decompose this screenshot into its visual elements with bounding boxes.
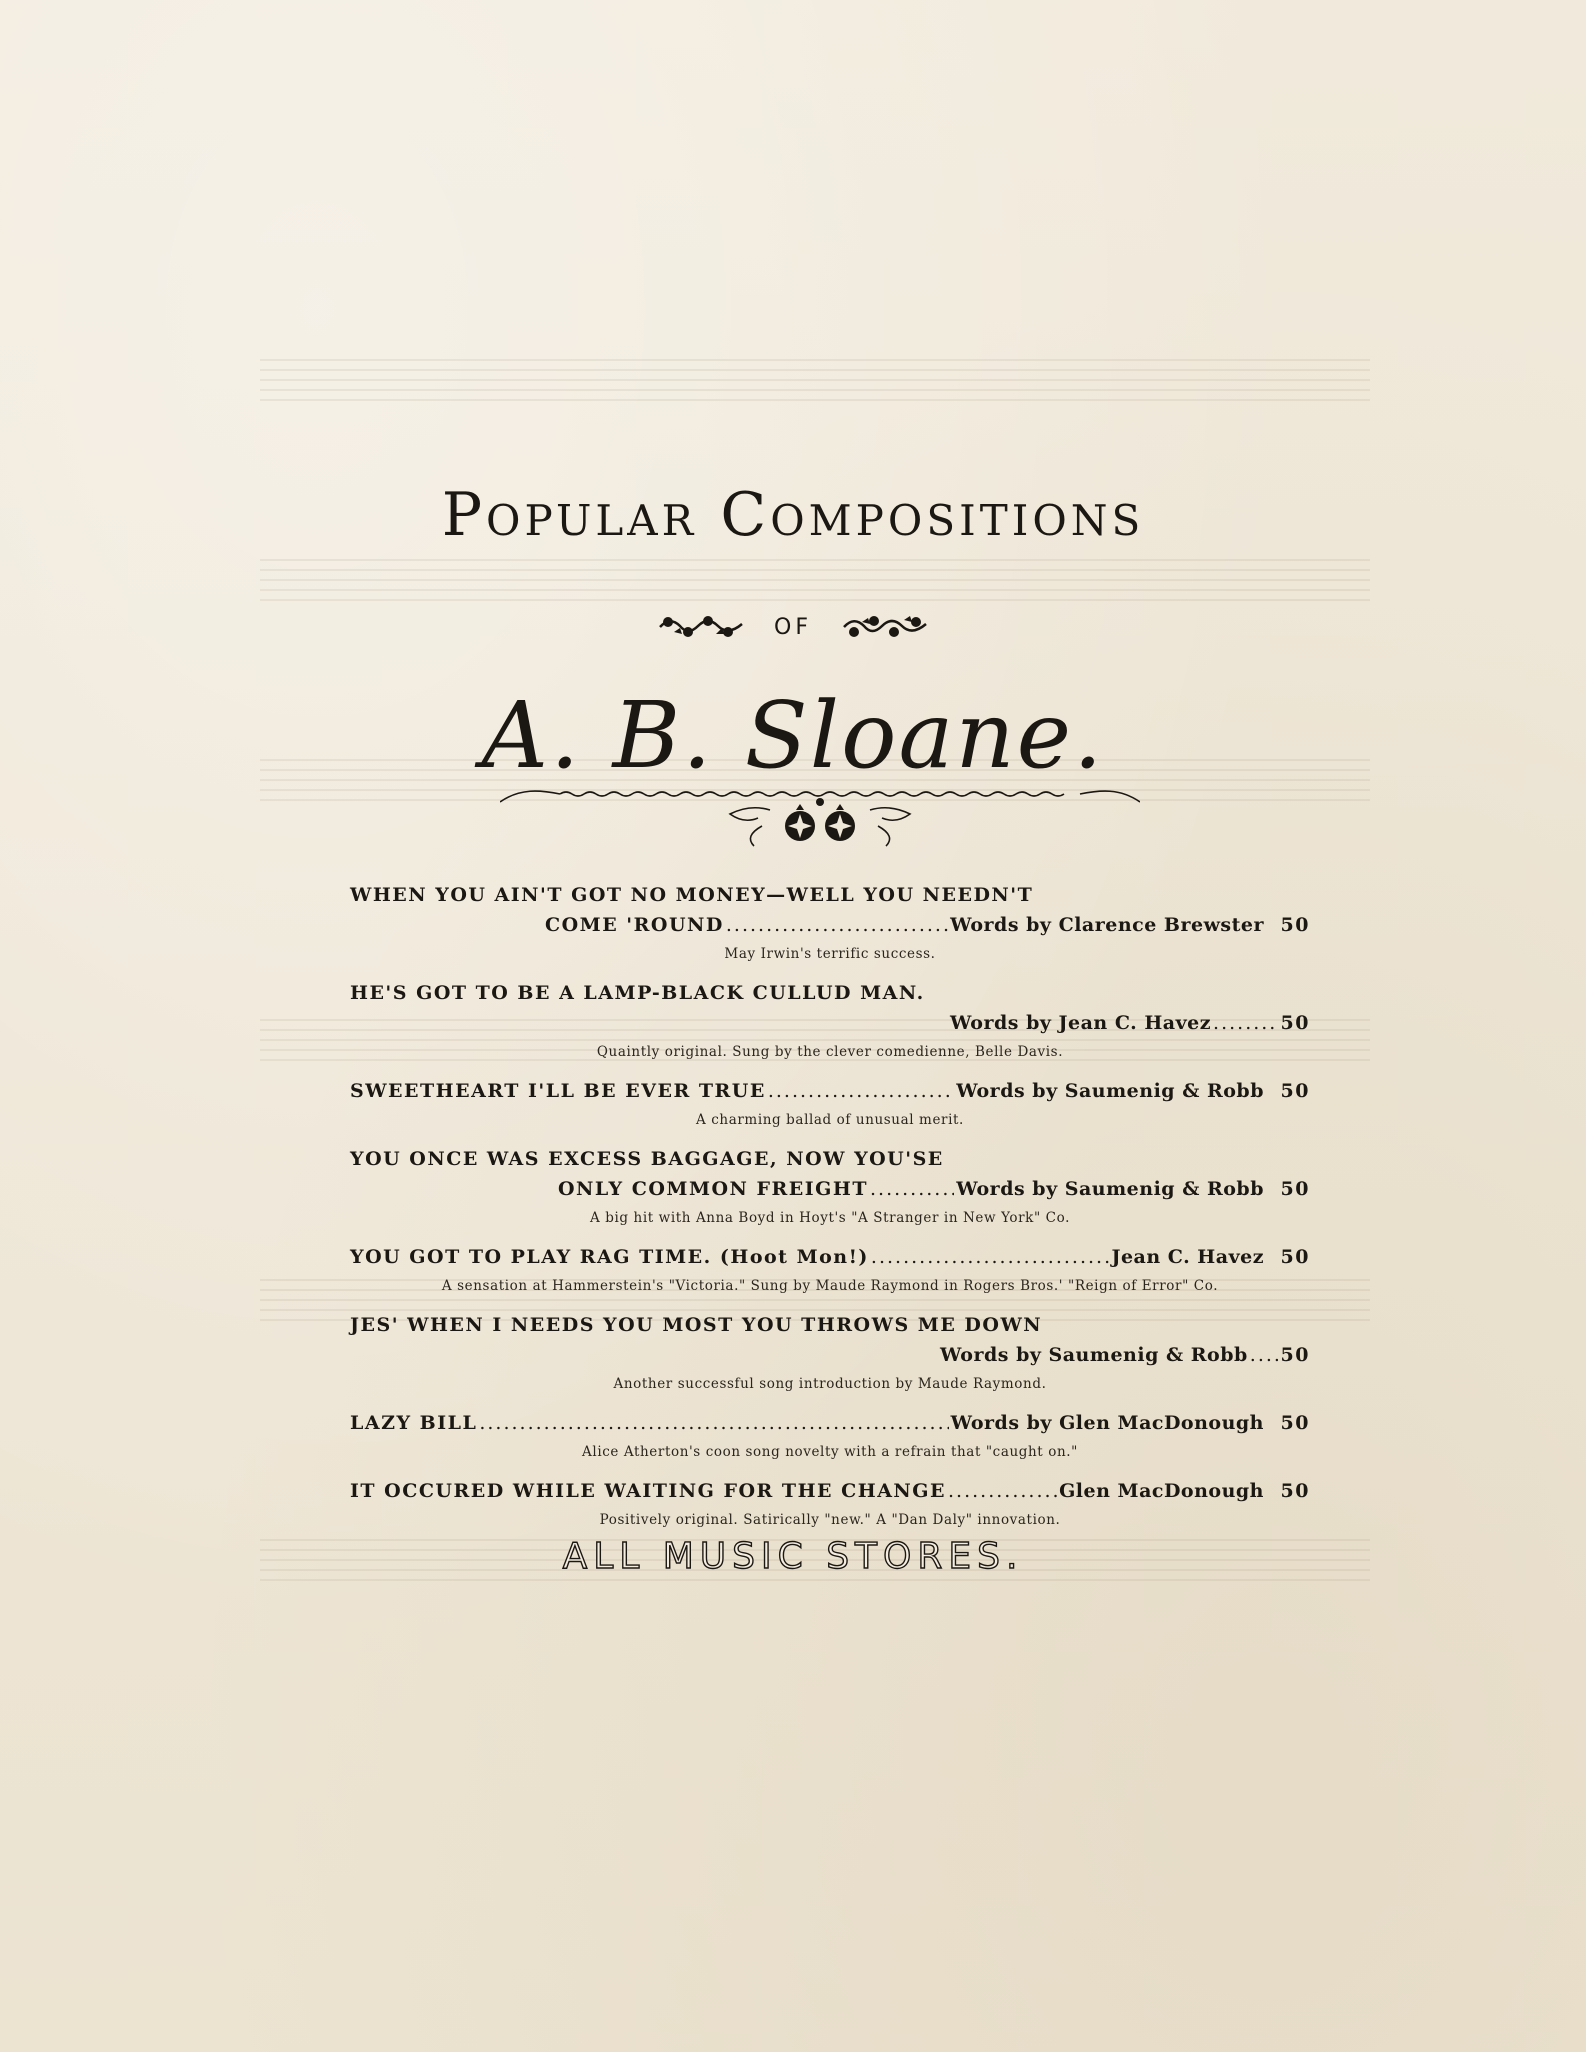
song-price: 50 — [1280, 914, 1310, 936]
song-title: IT OCCURED WHILE WAITING FOR THE CHANGE — [350, 1480, 947, 1502]
song-credit: Words by Saumenig & Robb — [940, 1344, 1248, 1366]
list-item — [350, 1480, 1310, 1532]
dot-leader — [726, 914, 948, 936]
song-price: 50 — [1280, 1246, 1310, 1268]
song-note: A sensation at Hammerstein's "Victoria." Sung by Maude Raymond in Rogers Bros.' "Reign of Error" Co. — [441, 1278, 1219, 1294]
vine-ornament-right-icon — [842, 610, 928, 644]
song-credit: Glen MacDonough — [1059, 1480, 1264, 1502]
song-title-continued: COME 'ROUND — [545, 914, 724, 936]
song-title: JES' WHEN I NEEDS YOU MOST YOU THROWS ME DOWN — [350, 1314, 1043, 1336]
song-note: Another successful song introduction by Maude Raymond. — [613, 1376, 1047, 1392]
song-title: YOU ONCE WAS EXCESS BAGGAGE, NOW YOU'SE — [350, 1148, 944, 1170]
list-item — [350, 1080, 1310, 1132]
list-item — [350, 1314, 1310, 1396]
song-note: May Irwin's terrific success. — [724, 946, 936, 962]
song-note: Quaintly original. Sung by the clever comedienne, Belle Davis. — [596, 1044, 1064, 1060]
flourish-divider-icon — [500, 780, 1140, 850]
dot-leader — [768, 1080, 954, 1102]
dot-leader — [1250, 1344, 1278, 1366]
page-title: Popular Compositions — [441, 480, 1145, 550]
song-note: Alice Atherton's coon song novelty with a refrain that "caught on." — [582, 1444, 1078, 1460]
song-note: A charming ballad of unusual merit. — [696, 1112, 964, 1128]
song-price: 50 — [1280, 1344, 1310, 1366]
song-note: Positively original. Satirically "new." A "Dan Daly" innovation. — [599, 1512, 1061, 1528]
song-price: 50 — [1280, 1480, 1310, 1502]
song-price: 50 — [1280, 1012, 1310, 1034]
list-item — [350, 982, 1310, 1064]
dot-leader — [948, 1480, 1057, 1502]
song-title: LAZY BILL — [350, 1412, 478, 1434]
song-title: WHEN YOU AIN'T GOT NO MONEY—WELL YOU NEEDN'T — [350, 884, 1034, 906]
footer-stores: ALL MUSIC STORES. — [562, 1536, 1024, 1577]
list-item — [350, 884, 1310, 966]
song-credit: Words by Saumenig & Robb — [956, 1178, 1264, 1200]
song-title: YOU GOT TO PLAY RAG TIME. (Hoot Mon!) — [350, 1246, 869, 1268]
of-label: OF — [774, 614, 812, 640]
song-title: HE'S GOT TO BE A LAMP-BLACK CULLUD MAN. — [350, 982, 925, 1004]
song-credit: Words by Jean C. Havez — [950, 1012, 1212, 1034]
song-price: 50 — [1280, 1178, 1310, 1200]
list-item — [350, 1246, 1310, 1298]
vine-ornament-left-icon — [658, 610, 744, 644]
song-title: SWEETHEART I'LL BE EVER TRUE — [350, 1080, 766, 1102]
song-credit: Words by Saumenig & Robb — [956, 1080, 1264, 1102]
list-item — [350, 1148, 1310, 1230]
song-note: A big hit with Anna Boyd in Hoyt's "A Stranger in New York" Co. — [590, 1210, 1070, 1226]
list-item — [350, 1412, 1310, 1464]
dot-leader — [871, 1246, 1110, 1268]
dot-leader — [479, 1412, 948, 1434]
song-title-continued: ONLY COMMON FREIGHT — [558, 1178, 868, 1200]
dot-leader — [870, 1178, 954, 1200]
song-price: 50 — [1280, 1412, 1310, 1434]
composer-name: A. B. Sloane. — [481, 682, 1105, 789]
song-credit: Words by Glen MacDonough — [950, 1412, 1264, 1434]
song-credit: Jean C. Havez — [1111, 1246, 1264, 1268]
of-ornament-row — [0, 610, 1586, 644]
song-price: 50 — [1280, 1080, 1310, 1102]
song-credit: Words by Clarence Brewster — [950, 914, 1264, 936]
song-list — [350, 884, 1310, 1548]
dot-leader — [1213, 1012, 1278, 1034]
